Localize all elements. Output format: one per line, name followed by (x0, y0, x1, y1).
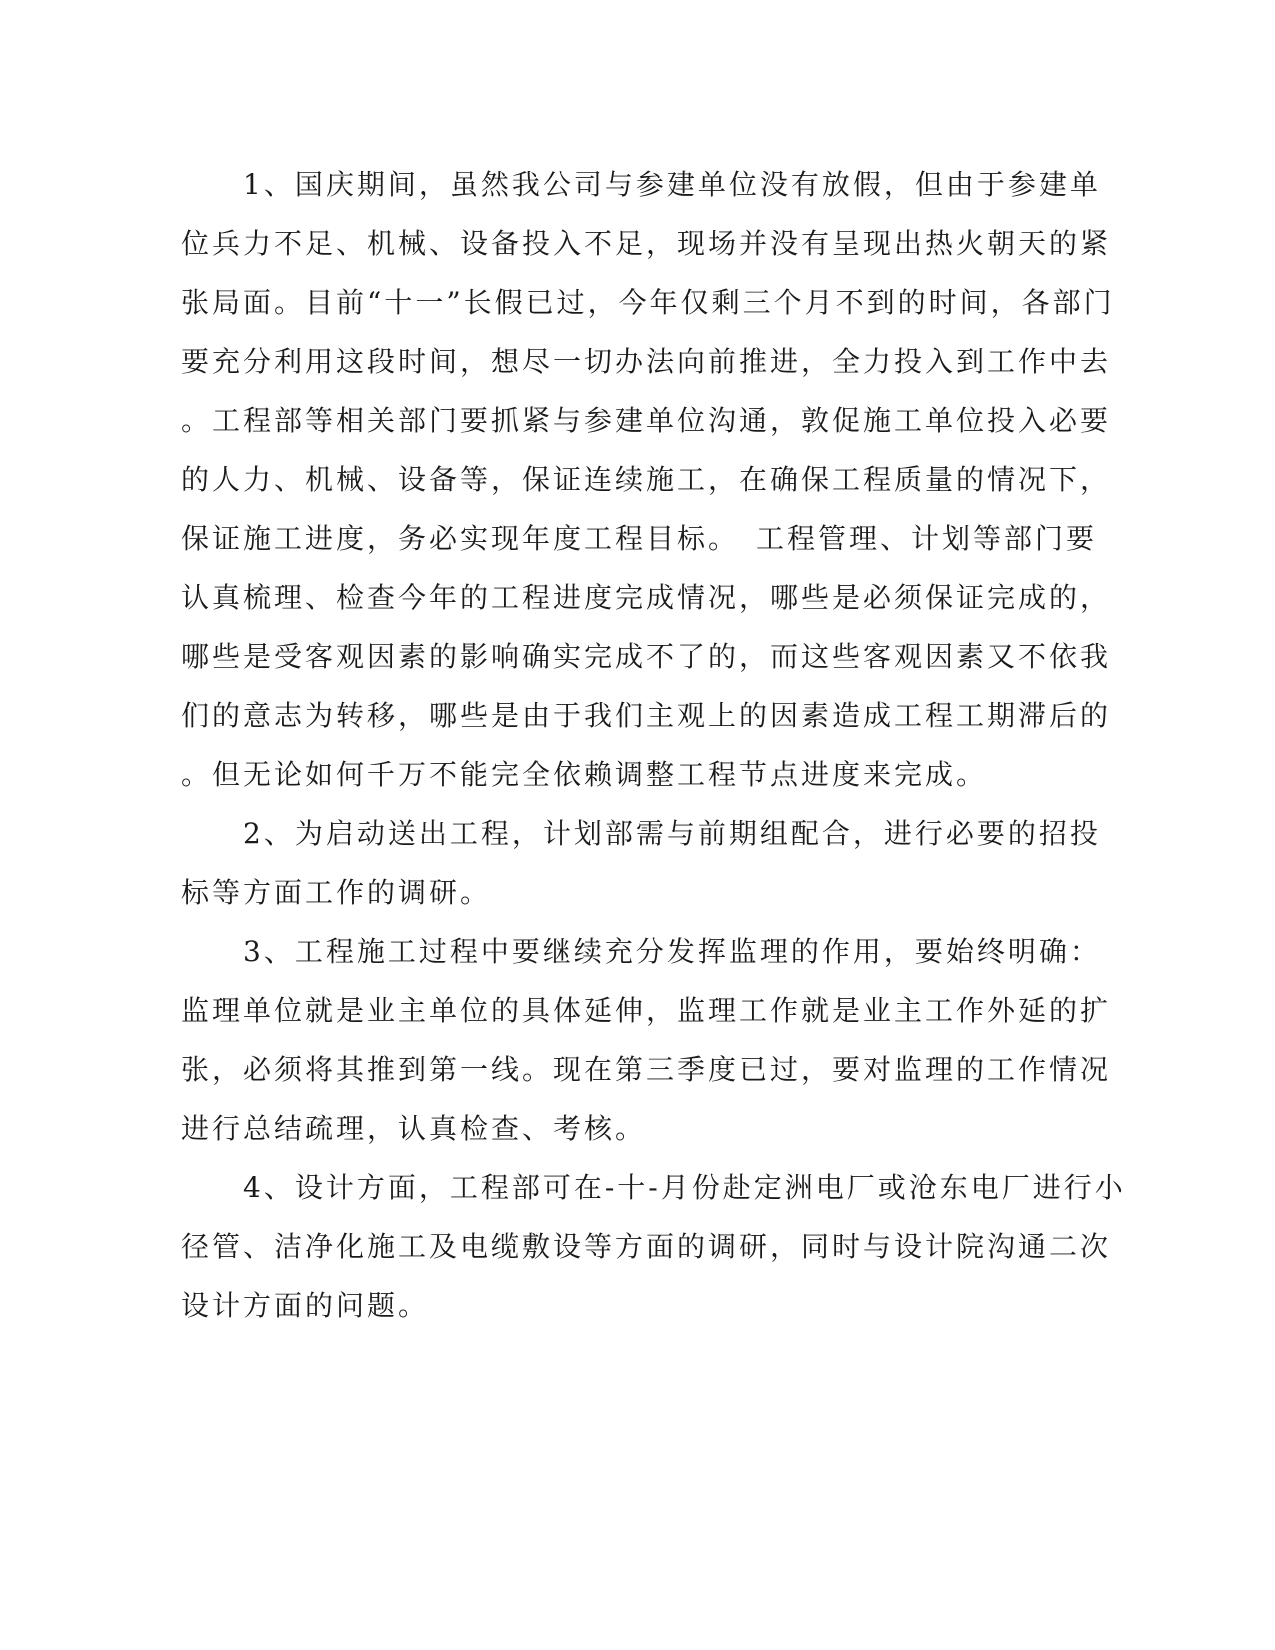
text-line: 们的意志为转移，哪些是由于我们主观上的因素造成工程工期滞后的 (181, 699, 1112, 732)
text-line: 张，必须将其推到第一线。现在第三季度已过，要对监理的工作情况 (181, 1053, 1112, 1086)
text-line: 张局面。目前“十一”长假已过，今年仅剩三个月不到的时间，各部门 (181, 286, 1115, 319)
document-body (181, 155, 1126, 1335)
text-line: 标等方面工作的调研。 (181, 876, 492, 909)
text-line: 。但无论如何千万不能完全依赖调整工程节点进度来完成。 (181, 758, 988, 791)
text-line: 进行总结疏理，认真检查、考核。 (181, 1112, 647, 1145)
text-line: 4、设计方面，工程部可在-十-月份赴定洲电厂或沧东电厂进行小 (181, 1171, 1126, 1204)
paragraph-3 (181, 922, 1112, 1158)
text-line: 径管、洁净化施工及电缆敷设等方面的调研，同时与设计院沟通二次 (181, 1230, 1112, 1263)
text-line: 哪些是受客观因素的影响确实完成不了的，而这些客观因素又不依我 (181, 640, 1112, 673)
text-line: 3、工程施工过程中要继续充分发挥监理的作用，要始终明确： (181, 935, 1101, 968)
text-line: 设计方面的问题。 (181, 1289, 430, 1322)
paragraph-4 (181, 1158, 1126, 1335)
text-line: 1、国庆期间，虽然我公司与参建单位没有放假，但由于参建单 (181, 168, 1101, 201)
text-line: 保证施工进度，务必实现年度工程目标。 工程管理、计划等部门要 (181, 522, 1098, 555)
text-line: 位兵力不足、机械、设备投入不足，现场并没有呈现出热火朝天的紧 (181, 227, 1112, 260)
text-line: 。工程部等相关部门要抓紧与参建单位沟通，敦促施工单位投入必要 (181, 404, 1112, 437)
paragraph-1 (181, 155, 1115, 804)
text-line: 2、为启动送出工程，计划部需与前期组配合，进行必要的招投 (181, 817, 1101, 850)
text-line: 要充分利用这段时间，想尽一切办法向前推进，全力投入到工作中去 (181, 345, 1112, 378)
text-line: 的人力、机械、设备等，保证连续施工，在确保工程质量的情况下， (181, 463, 1112, 496)
text-line: 认真梳理、检查今年的工程进度完成情况，哪些是必须保证完成的， (181, 581, 1112, 614)
text-line: 监理单位就是业主单位的具体延伸，监理工作就是业主工作外延的扩 (181, 994, 1112, 1027)
paragraph-2 (181, 804, 1101, 922)
